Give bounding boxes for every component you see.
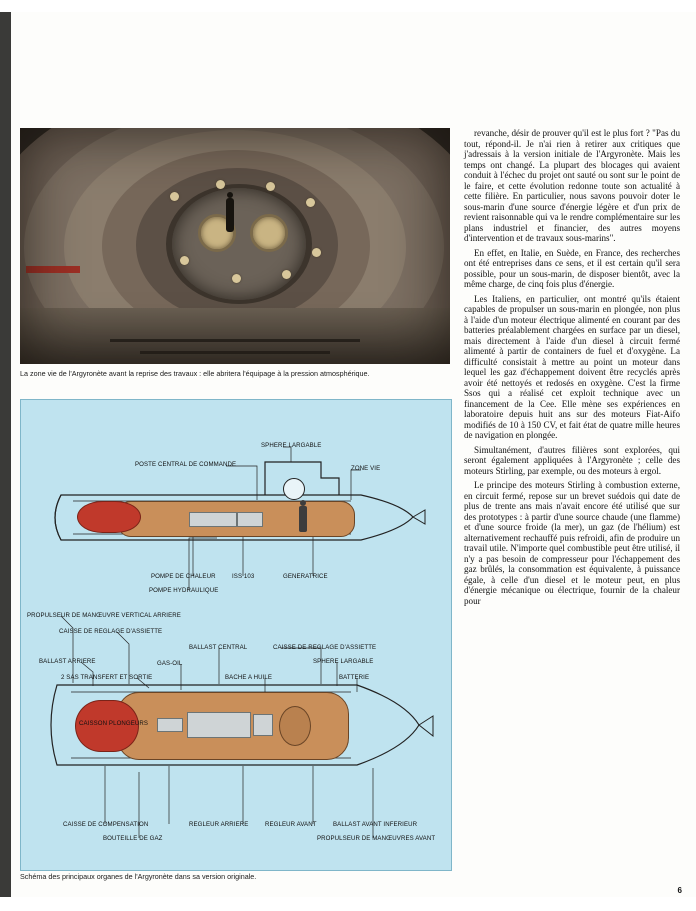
label-regleur-avant: REGLEUR AVANT <box>265 821 317 828</box>
upper-equipment-block <box>189 512 237 527</box>
label-sphere-largable-top: SPHERE LARGABLE <box>261 442 322 449</box>
label-batterie: BATTERIE <box>339 674 370 681</box>
label-caisson-plongeurs: CAISSON PLONGEURS <box>79 720 149 727</box>
photo-caption: La zone vie de l'Argyronète avant la reprise des travaux : elle abritera l'équipage à la pression atmosphérique. <box>20 369 370 378</box>
tunnel-rings <box>20 128 450 364</box>
photo-interior-hull <box>20 128 450 364</box>
diagram-caption: Schéma des principaux organes de l'Argyronète dans sa version originale. <box>20 872 257 881</box>
lower-equipment-block-3 <box>157 718 183 732</box>
label-caisse-compensation: CAISSE DE COMPENSATION <box>63 821 149 828</box>
scan-edge-bottom <box>0 897 696 911</box>
paragraph: revanche, désir de prouver qu'il est le plus fort ? "Pas du tout, répond-il. Je n'ai rien à retirer aux critiques que j'adressais à la version initiale de l'Argyronète. Mais les temps ont changé. La plupart des blocages qui avaient conduit à l'échec du projet ont sauté ou sont sur le point de le faire, et cette évolution redonne toute son actualité à cette filière. En particulier, nous savons pouvoir doter le sous-marin d'une source d'énergie légère et d'un prix de revient raisonnable qui va le rendre complémentaire sur les plans industriel et financier, des autres moyens d'intervention et de travaux sous-marins". <box>464 128 680 243</box>
label-iss-103: ISS 103 <box>232 573 255 580</box>
paragraph: Le principe des moteurs Stirling à combustion externe, en circuit fermé, repose sur un brevet suédois qui date de plus de trente ans mais n'avait encore été utilisé que sur des prototypes : à partir d'une source chaude (une flamme) et d'une source froide (la mer), un gaz (de l'hélium) est alternativement rechauffé puis refroidi, afin de produire un travail utile. N'importe quel combustible peut être utilisé, il n'y a pas besoin de compresseur pour l'échappement des gaz brûlés, la consommation est équivalente, à puissance égale, à celle d'un diesel et le moteur peut, en plus d'énergie mécanique ou électrique, fournir de la chaleur pour <box>464 480 680 606</box>
label-pompe-hydraulique: POMPE HYDRAULIQUE <box>149 587 219 594</box>
label-propulseur-manoeuvres-avant: PROPULSEUR DE MANŒUVRES AVANT <box>317 835 436 842</box>
label-propulseur-vertical-arriere: PROPULSEUR DE MANŒUVRE VERTICAL ARRIERE <box>27 612 181 619</box>
person-figure-diagram <box>299 506 307 532</box>
page-number: 6 <box>677 886 682 895</box>
paragraph: Les Italiens, en particulier, ont montré qu'ils étaient capables de propulser un sous-marin en plongée, non plus à l'aide d'un moteur électrique alimenté en courant par des batteries préalablement chargées en surface par un diesel, mais directement à l'aide d'un diesel à circuit fermé alimenté à partir de containers de fuel et d'oxygène. La difficulté consistait à mettre au point un moteur dans lequel les gaz d'échappement doivent être recyclés après avoir été nettoyés et redosés en oxygène. C'est la firme Ssos qui a réalisé cet exploit technique avec un financement de la Cee. Elle mène ses expériences en laboratoire depuis huit ans sur des moteurs Fiat-Aifo modifiés de 10 à 150 CV, et fait état de quatre mille heures de navigation en plongée. <box>464 293 680 440</box>
lower-equipment-block <box>187 712 251 738</box>
page-content <box>16 14 680 894</box>
label-caisse-reglage-assiette-2: CAISSE DE REGLAGE D'ASSIETTE <box>273 644 377 651</box>
label-sas-transfert: 2 SAS TRANSFERT ET SORTIE <box>61 674 153 681</box>
label-poste-central: POSTE CENTRAL DE COMMANDE <box>135 461 237 468</box>
label-generatrice: GENERATRICE <box>283 573 328 580</box>
label-ballast-avant-inferieur: BALLAST AVANT INFERIEUR <box>333 821 418 828</box>
label-ballast-central: BALLAST CENTRAL <box>189 644 248 651</box>
label-regleur-arriere: REGLEUR ARRIERE <box>189 821 249 828</box>
upper-equipment-block-2 <box>237 512 263 527</box>
schematic-diagram <box>20 399 452 871</box>
label-pompe-chaleur: POMPE DE CHALEUR <box>151 573 216 580</box>
paragraph: Simultanément, d'autres filières sont explorées, qui seront également appliquées à l'Argyronète ; celle des moteurs Stirling, par exemple, ou des moteurs à ergol. <box>464 444 680 476</box>
label-ballast-arriere: BALLAST ARRIERE <box>39 658 96 665</box>
label-bouteille-gaz: BOUTEILLE DE GAZ <box>103 835 163 842</box>
scan-edge-top <box>0 0 696 12</box>
scan-edge-left <box>0 0 11 911</box>
label-zone-vie: ZONE VIE <box>351 465 381 472</box>
label-sphere-largable-lower: SPHERE LARGABLE <box>313 658 374 665</box>
lower-equipment-block-2 <box>253 714 273 736</box>
paragraph: En effet, en Italie, en Suède, en France, des recherches ont été entreprises dans ce sens, et il est certain qu'il sera possible, pour un sous-marin, de disposer bientôt, avec la même charge, de cinq fois plus d'énergie. <box>464 247 680 289</box>
label-caisse-reglage-assiette-1: CAISSE DE REGLAGE D'ASSIETTE <box>59 628 163 635</box>
label-gas-oil: GAS-OIL <box>157 660 183 667</box>
sphere-largable-lower <box>279 706 311 746</box>
photo-vignette <box>20 128 450 364</box>
person-head-diagram <box>300 500 306 506</box>
sphere-largable-upper <box>283 478 305 500</box>
diagram-vector-layer <box>21 400 451 870</box>
article-text-column <box>464 128 680 606</box>
label-bache-a-huile: BACHE A HUILE <box>225 674 273 681</box>
upper-red-tank <box>77 501 141 533</box>
